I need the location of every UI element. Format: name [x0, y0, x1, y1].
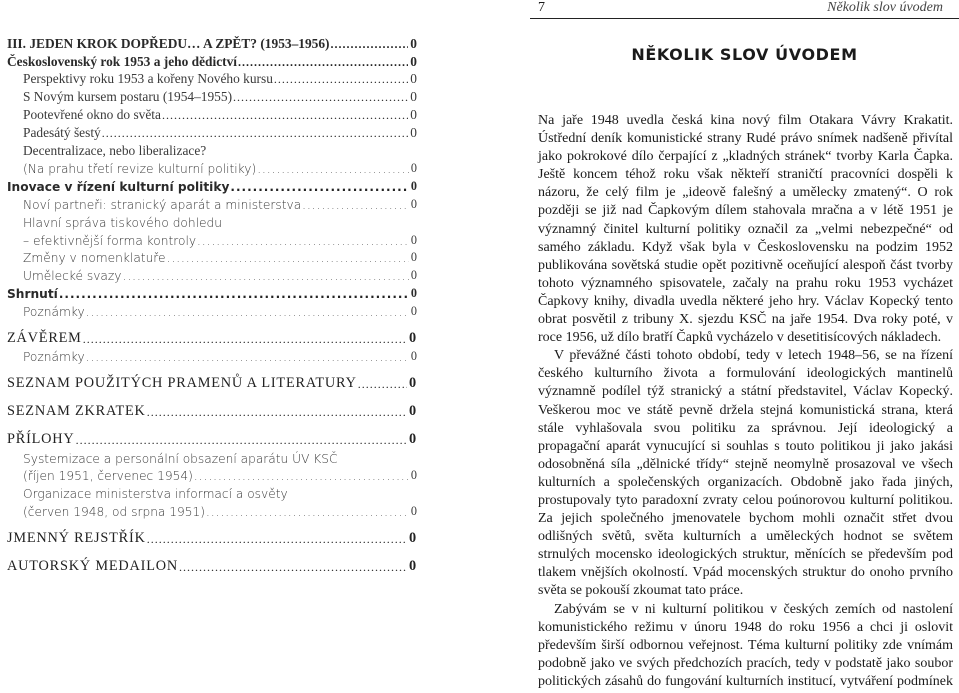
- toc-leader-dots: [179, 560, 407, 575]
- toc-spacer: [7, 420, 417, 430]
- toc-page-number: 0: [410, 196, 417, 211]
- toc-entry-title: Změny v nomenklatuře: [23, 251, 166, 266]
- toc-entry[interactable]: [7, 347, 417, 365]
- toc-entry-title: Pootevřené okno do světa: [23, 106, 161, 122]
- toc-leader-dots: [76, 433, 407, 448]
- toc-entry[interactable]: [7, 70, 417, 88]
- toc-entry[interactable]: [7, 248, 417, 266]
- toc-leader-dots: [86, 350, 409, 364]
- toc-leader-dots: [331, 37, 409, 52]
- toc-page-number: 0: [410, 161, 417, 176]
- toc-leader-dots: [86, 305, 409, 319]
- toc-entry[interactable]: [7, 483, 417, 501]
- toc-entry[interactable]: [7, 159, 417, 177]
- toc-entry[interactable]: [7, 194, 417, 212]
- chapter-title: NĚKOLIK SLOV ÚVODEM: [631, 45, 858, 64]
- toc-entry[interactable]: [7, 123, 417, 141]
- toc-entry-title: Poznámky: [23, 350, 85, 365]
- toc-entry-title: (Na prahu třetí revize kulturní politiky): [23, 162, 257, 177]
- toc-leader-dots: [102, 126, 409, 141]
- toc-page-number: 0: [410, 71, 417, 87]
- toc-leader-dots: [167, 251, 409, 265]
- toc-entry-title: Systemizace a personální obsazení aparátu ÚV KSČ: [23, 451, 338, 466]
- toc-page-number: 0: [410, 35, 417, 51]
- toc-leader-dots: [206, 505, 409, 519]
- toc-entry-title: Hlavní správa tiskového dohledu: [23, 215, 222, 230]
- toc-page-number: 0: [410, 250, 417, 265]
- toc-entry-title: Padesátý šestý: [23, 124, 101, 140]
- toc-spacer: [7, 319, 417, 329]
- toc-page-number: 0: [410, 179, 417, 194]
- toc-entry[interactable]: [7, 87, 417, 105]
- toc-entry[interactable]: [7, 105, 417, 123]
- toc-entry[interactable]: [7, 402, 417, 420]
- toc-page-number: 0: [410, 349, 417, 364]
- toc-leader-dots: [257, 162, 409, 176]
- toc-entry[interactable]: [7, 529, 417, 547]
- toc-entry-title: (říjen 1951, červenec 1954): [23, 469, 193, 484]
- running-header: [530, 0, 959, 19]
- toc-leader-dots: [302, 198, 409, 212]
- toc-entry[interactable]: [7, 374, 417, 392]
- toc-leader-dots: [233, 90, 408, 105]
- toc-leader-dots: [147, 532, 407, 547]
- toc-entry-title: Decentralizace, nebo liberalizace?: [23, 142, 207, 158]
- toc-entry[interactable]: [7, 557, 417, 575]
- toc-page-number: 0: [410, 303, 417, 318]
- toc-leader-dots: [274, 72, 408, 87]
- toc-entry[interactable]: [7, 301, 417, 319]
- toc-entry-title: AUTORSKÝ MEDAILON: [7, 557, 178, 574]
- toc-page-number: 0: [410, 232, 417, 247]
- toc-entry-title: – efektivnější forma kontroly: [23, 233, 197, 248]
- toc-leader-dots: [194, 469, 409, 483]
- toc-spacer: [7, 547, 417, 557]
- toc-leader-dots: [238, 55, 408, 70]
- toc-entry-title: Noví partneři: stranický aparát a ministerstva: [23, 197, 302, 212]
- toc-entry-title: SEZNAM ZKRATEK: [7, 402, 146, 419]
- toc-entry-title: Shrnutí: [7, 286, 58, 301]
- toc-leader-dots: [162, 108, 408, 123]
- toc-page-number: 0: [410, 89, 417, 105]
- toc-entry[interactable]: [7, 265, 417, 283]
- toc-entry[interactable]: [7, 329, 417, 347]
- toc-entry[interactable]: [7, 212, 417, 230]
- toc-entry[interactable]: [7, 448, 417, 466]
- toc-page-number: 0: [410, 268, 417, 283]
- toc-page-number: 0: [410, 124, 417, 140]
- toc-entry[interactable]: [7, 52, 417, 70]
- toc-entry-title: SEZNAM POUŽITÝCH PRAMENŮ A LITERATURY: [7, 375, 357, 392]
- toc-leader-dots: [59, 287, 409, 301]
- toc-page-number: 0: [409, 529, 417, 546]
- paragraph: Na jaře 1948 uvedla česká kina nový film Otakara Vávry Krakatit. Ústřední deník komunistické strany Rudé právo snímek nadšeně přivítal jako pokrokové dílo čerpající z „kladných stránek“ tvorby Karla Čapka. Ještě koncem téhož roku však někteří straničtí pracovníci dospěli k názoru, že celý film je „ideově falešný a umělecky zmatený“. O rok později se již nad Čapkovým dílem stahovala mračna a v létě 1951 je významný činitel kulturní politiky označil za „velmi nebezpečné“ od samého základu. Když však byla v Československu na podzim 1952 publikována sovětská studie opět pozitivně oceňující alespoň část tvorby tohoto významného spisovatele, začaly na prahu roku 1953 vycházet Čapkovy knihy, divadla uvedla některé jeho hry. Václav Kopecký tento obrat posvětil z tribuny X. sjezdu KSČ na jaře 1954. Dva roky poté, v roce 1956, už dílo bratří Čapků vycházelo v desetitisícových nákladech.: [538, 113, 953, 346]
- toc-entry[interactable]: [7, 34, 417, 52]
- toc-entry[interactable]: [7, 141, 417, 159]
- toc-page-number: 0: [409, 375, 417, 392]
- toc-spacer: [7, 364, 417, 374]
- toc-entry-title: JMENNÝ REJSTŘÍK: [7, 529, 146, 546]
- toc-entry[interactable]: [7, 466, 417, 484]
- running-title: Několik slov úvodem: [827, 0, 943, 15]
- toc-page-number: 0: [409, 557, 417, 574]
- toc-page-number: 0: [409, 402, 417, 419]
- toc-leader-dots: [147, 405, 407, 420]
- toc-spacer: [7, 392, 417, 402]
- toc-page-number: 0: [410, 285, 417, 300]
- toc-leader-dots: [123, 269, 409, 283]
- toc-page-number: 0: [410, 106, 417, 122]
- paragraph: V převážné části tohoto období, tedy v letech 1948–56, se na řízení českého kulturního života a formulování ideologických mantinelů významně podílel týž stranický a státní představitel, Václav Kopecký. Veškerou moc ve státě pevně držela stejná komunistická strana, která stále vyhlašovala svou politiku za správnou. Její ideologický a propagační aparát vynucující si souhlas s touto politikou ji jako jakási odosobněná síla „dělnické třídy“ stejně neomylně prosazoval ve všech kulturních a společenských organizacích. Obdobně jako řada jiných, prostupovaly tyto paradoxní zvraty celou poúnorovou kulturní politikou. Za jejich společného jmenovatele bychom mohli označit střet dvou odlišných světů, světa kulturních a uměleckých hodnot se světem strnulých mocensko ideologických struktur, měnících se především pod tlakem vnějších okolností. Vpád mocenských struktur do onoho prvního světa se pokouší zkoumat tato práce.: [538, 348, 953, 599]
- toc-entry-title: PŘÍLOHY: [7, 430, 75, 447]
- toc-entry[interactable]: [7, 501, 417, 519]
- toc-entry[interactable]: [7, 283, 417, 301]
- table-of-contents: [7, 34, 417, 575]
- toc-leader-dots: [197, 234, 409, 248]
- toc-entry-title: Perspektivy roku 1953 a kořeny Nového kursu: [23, 71, 273, 87]
- toc-page-number: 0: [410, 468, 417, 483]
- toc-entry-title: Poznámky: [23, 304, 85, 319]
- toc-entry-title: Umělecké svazy: [23, 269, 122, 284]
- toc-leader-dots: [83, 332, 407, 347]
- toc-leader-dots: [358, 377, 407, 392]
- page-number: 7: [538, 0, 545, 15]
- toc-page-number: 0: [410, 503, 417, 518]
- toc-entry[interactable]: [7, 430, 417, 448]
- toc-page-number: 0: [410, 53, 417, 69]
- toc-entry-title: Inovace v řízení kulturní politiky: [7, 180, 230, 195]
- right-page: [530, 0, 959, 693]
- toc-page-number: 0: [409, 329, 417, 346]
- left-page: [0, 0, 430, 693]
- toc-entry-title: ZÁVĚREM: [7, 329, 82, 346]
- toc-entry[interactable]: [7, 176, 417, 194]
- toc-leader-dots: [230, 180, 409, 194]
- toc-entry-title: Československý rok 1953 a jeho dědictví: [7, 53, 238, 69]
- toc-entry-title: III. JEDEN KROK DOPŘEDU… A ZPĚT? (1953–1956): [7, 35, 330, 51]
- body-text: [538, 112, 953, 693]
- toc-spacer: [7, 519, 417, 529]
- toc-page-number: 0: [409, 430, 417, 447]
- paragraph: Zabývám se v ni kulturní politikou v českých zemích od nastolení komunistického režimu v únoru 1948 do roku 1956 a chci ji oslovit především širší odbornou veřejnost. Téma kulturní politiky zde vnímám podobně jako ve svých předchozích pracích, tedy v podstatě jako soubor politických zásahů do fungování kulturních institucí, vytváření podmínek: [538, 601, 953, 689]
- toc-entry-title: S Novým kursem postaru (1954–1955): [23, 89, 233, 105]
- toc-entry-title: (červen 1948, od srpna 1951): [23, 504, 206, 519]
- toc-entry-title: Organizace ministerstva informací a osvěty: [23, 487, 288, 502]
- toc-entry[interactable]: [7, 230, 417, 248]
